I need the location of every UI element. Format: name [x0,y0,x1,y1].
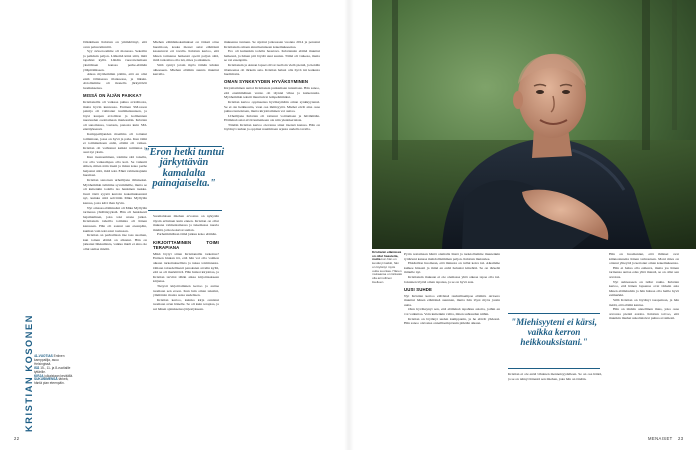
info-label: 41-VUOTIAS [34,354,53,358]
left-column-3 [224,40,320,436]
paragraph: Miehen elämänkokemukset on tärkeä ottaa huomioon, koska monet asiat elämässä kasautuvat eri tavalla. Kristian kertoo, että hänen tarinansa hetkessä opetti paljon siitä, mitä tarkoittaa olla isä, mies ja aikuinen. [153,40,219,63]
paragraph: Sillä Kristian on löytänyt tasapainon, ja hän tietää, että elämä kantaa. [609,297,679,307]
left-column-2b [153,214,219,436]
caption-text: kun hän on kestänyt kaikki, hän on löytänyt myös uutta suuntaa. Hänen mukaansa on tärkeää olla armollinen itselleen. [372,257,402,284]
paragraph: Ehkäsillon huomaan, että minusta on tullut koira isä. Aikamme kulkee hitaasti ja minä en enää haluaisi kiirehtiä. Se on tärkeää minulle nyt. [404,261,500,275]
section-heading: MISSÄ ON ÄIJÄN PAIKKA? [83,93,142,99]
paragraph: Nyt suhteeseen on tullut rauha. Kristian kertoo, että hänen lapsensa ovat tärkein asia hänen elämässään ja hän haluaa olla heille hyvä esimerkki. [609,279,679,298]
page-gutter [344,0,354,450]
author-name: KRISTIAN KOSONEN [24,314,34,432]
paragraph: Kristian kertoo oppineensa hyväksymään oman synkkyytensä. Se ei ole heikkoutta, vaan osa ihmisyyttä. Miehet eivät aina osaa puhua tunteistaan, mutta kirjoittaminen voi auttaa. [224,99,320,114]
info-label: ISÄ [34,365,40,370]
pullquote-left: "Eron hetki tuntui järkyttävän kamalalta painajaiselta." [143,147,225,190]
paragraph: Kamppailijanden maailma oli tottunut toimintaan, jossa on hyvä ja paha. Kun tämä ei toiminutkaan enää, elämä oli vaikea. Kristian oli vaihtanut kaikki rutiininsa ja asui nyt yksin. [83,132,147,155]
caption-bold: Kristianin elämässä on ollut haasteita, mutta [372,250,402,262]
paragraph: Aikaa myöhemmin päätin, että en olisi enää tällaisessa tilanteessa, ja liikuin. Aviollamme oli monella järkyttävät luomuksensa. [83,72,147,90]
section-heading: OMAN SYNKKYYDEN HYVÄKSYMINEN [224,79,309,85]
paragraph: muksensa tuntuen. Se sijoitui jatkossaan vuonna 2014 ja perustui Kristiansin omaan ainutlaatuiseen kokemukseensa. [224,40,320,49]
paragraph: Hän on huomannut, että ihmiset ovat kiinnostuneita hänen tarinastaan. Moni mies on ottanut yhteyttä ja kertonut oman kokemuksensa. [609,252,679,266]
paragraph: Pyrin nottamaan häntä olemalla läsnä ja tuokiollamme muutenkin tyttärieni kanssa mahdollisimman paljon. Kristian muistelee. [404,252,500,261]
section-heading: KIRJOITTAMINEN TOIMI TERAPIANA [153,239,219,250]
right-column-2 [508,372,602,436]
paragraph: Kristian ei ole enää vihainen menneisyydelleen. Se on osa häntä, ja se on tehnyt hänestä sen miehen, joka hän on tänään. [508,372,602,381]
paragraph: Kristiansin ja Annan lapset olivat tuolloin vielä pieniä, ja heidän tilanteensa oli tärkein asia. Kristian halusi olla hyvä isä kaikesta huolimatta. [224,62,320,77]
info-label: KIRJA [34,373,44,378]
paragraph: Kirjoittaminen auttoi Kristiansia purkamaan tunteitaan. Hän sanoo, että ensimmäinen versio oli täynnä vihaa ja katkeruutta. Myöhemmin tekstit muuttuivat lempeämmiksi. [224,86,320,100]
paragraph: Tietysti kirjoittaminen kertoo ja auttaa tuomaan sen eroon. Kun luin oman tekstini, ymmärsin monta asiaa uudelleen. [153,283,219,298]
left-column-1 [83,40,147,436]
pullquote-right: "Miehisyyteni ei kärsi, vaikka kerron heikkouksistani." [511,317,597,348]
paragraph: Kristiansin mukaan ei ole olemassa yhtä oikeaa tapaa olla isä. Jokainen löytää oman tapansa, ja se on hyvä asia. [404,274,500,284]
section-heading: UUSI SUHDE [404,286,433,292]
paragraph: Ero oli kuitenkin todella haastava. Kristiansin elämä muuttui hetkessä, ja hänen piti löytää uusi suunta. Tämä oli vaikeaa, mutta se vei eteenpäin. [224,49,320,63]
paragraph: Hän on tänään onnellinen mies, joka osaa arvostaa pieniä asioita. Kristian toivoo, että muutkin miehet uskaltaisivat puhua avoimesti. [609,307,679,321]
paragraph: Kun treenaaminen, toimme sitä toisella, voi olla vaikeampaa olla koti. Se vaikutti siihen, miten näin itseni ja miten koko perhe heijastui siitä, mitä teki. Ehkä valmentajakin huomasi. [83,155,147,178]
paragraph: Kristian on parhaillaan itse taas suomen, kun toinen elämä on alkanut. Hän on jatkanut liikkumista, vaikka mieli ei aina ole ollut samaa mieltä. [83,233,147,251]
paragraph: Kristian sanotaan urheilijana tällaiseksi. Myöhemmin tulimme syvemmälle, mutta se oli kuitenkin todella iso henkinen taakka. Juuri tästä syystä kerroin kokemuksestani nyt, kuinka siitä selvittiin Mika Myllylän kanssa, josta kävi ihan hyvin. [83,178,147,205]
portrait-photo [372,0,696,249]
paragraph: Tänään Kristian kertoo olevansa sinut itsensä kanssa. Hän on löytänyt rauhan ja oppinut nauttimaan arjesta uudella tavalla. [224,122,320,132]
info-text: tärkeä, häntä pian eteenpäin. [34,377,69,386]
paragraph: Siitä syntyi jotain myös tämän lehden aiheeseen. Miehen elämän suunta muuttui kerralla. [153,62,219,77]
info-text: Entinen kamppailija, asuu Helsingissä. [34,354,65,366]
paragraph: Nyt Kristian kertoo elävänsä rauhallisempaa elämää. Avioero muuttui hänen elämänsä suunnan, mutta hän löysi myös jotain uutta. [404,293,500,307]
paragraph: Mikä löytyi sitten Kristiansille tarkoitus? Entisen hiukan itä, että hän voi olla vaimon aikaan tarkoituksellista ja tukea toiminnasta. Omaan taloudellisesti panoksien arvelin kyllä, että se oli merkittävä. Hän halusi kirjoittaa, ja Kristian tarvitsi tähän aikaa kirjoittaakseen kirjansa. [153,251,219,284]
right-column-3 [609,252,679,436]
info-label: SUKUNIMENSÄ [34,377,58,382]
paragraph: Parhaimmillaan tämä jatkuu koko elämän. [157,232,217,237]
paragraph: Kristian kertoo, kuinka kirja onnistui tuomaan avun hänelle. Se oli kuin terapiaa, ja sai hänen ajatuksensa järjestykseen. [153,297,219,311]
info-text: julkaistaan keväällä. [44,373,73,378]
page-number-right: 23 [678,436,684,441]
magazine-name: MENAISET [648,436,673,441]
info-text: 15-, 11- ja 8-vuotiaille tyttärille. [34,365,71,374]
portrait-photo-art [372,0,696,249]
pullquote-rule [508,368,600,369]
pullquote-rule [148,210,222,211]
paragraph: Syy avioeroomme oli monessa. Sekoilin ja pelkäsin paljon. Lähtemä kärsi siitä, mitä tapahtui kyllä. Lähdin vuorottelemaan yksittäisen kanssa perhe-elämän ylläpitämiseen. [83,49,147,72]
paragraph: Suomalaisen miehen arvostus on nykyään täysin erilainen kuin ennen. Kristian on ollut mukana valmentamassa ja tukemassa nuoria miehiä, jotka kokevat saman. [153,214,219,232]
paragraph: Hän ei halua olla esikuva, mutta jos hänen tarinansa auttaa edes yhtä miestä, se on ollut sen arvoista. [609,265,679,279]
paragraph: Kristian on löytänyt uuden kumppanin, ja he elävät yhdessä. Hän sanoo olevansa onnellisempi kuin pitkään aikaan. [404,316,500,326]
author-info-box [34,355,76,386]
right-column-1 [404,252,500,436]
left-column-2 [153,40,219,140]
paragraph: Kristiansilla oli vaikeaa puhua avioliitosta, mutta hyvin kunnossa. Entinen SM-tason painija oli vaihtanut tuulimaisuuteen, ja löysi kaupan avioliiton ja kolmannen nuoruuden osoittamaan mielessään. Kristian oli sanomassa, vastasta, panosta kuin SM-ennätyksessä. [83,99,147,132]
paragraph: Nyt omassa elämässäni oli Mika Myllylän tarinassa yhtäläisyyksiä. Hän oli henkisesti hajamielinen, joka toki urana jatkoi. Kristiansin tahoilla toiminta oli hänen kanssaan. Hän oli saanut sen eteenpäin, kunhan vain teki asiat tosissaan. [83,205,147,233]
page-number-left: 22 [14,436,20,441]
paragraph: Olen hyväksynyt sen, että elämässä tapahtuu asioita, joihin en voi vaikuttaa. Voin kuitenkin valita, miten suhtaudun niihin. [404,307,500,316]
photo-caption [372,251,402,284]
paragraph: Urheilijana Kristian oli tottunut voittamaan ja häviämään. Elämässä asiat eivät kuitenkaan ole niin yksinkertaisia. [224,113,320,123]
pullquote-rule [508,313,600,314]
paragraph: Jälkikäteen Kristian on ymmärtänyt, että oven paluu kiinnitti. [83,40,147,49]
